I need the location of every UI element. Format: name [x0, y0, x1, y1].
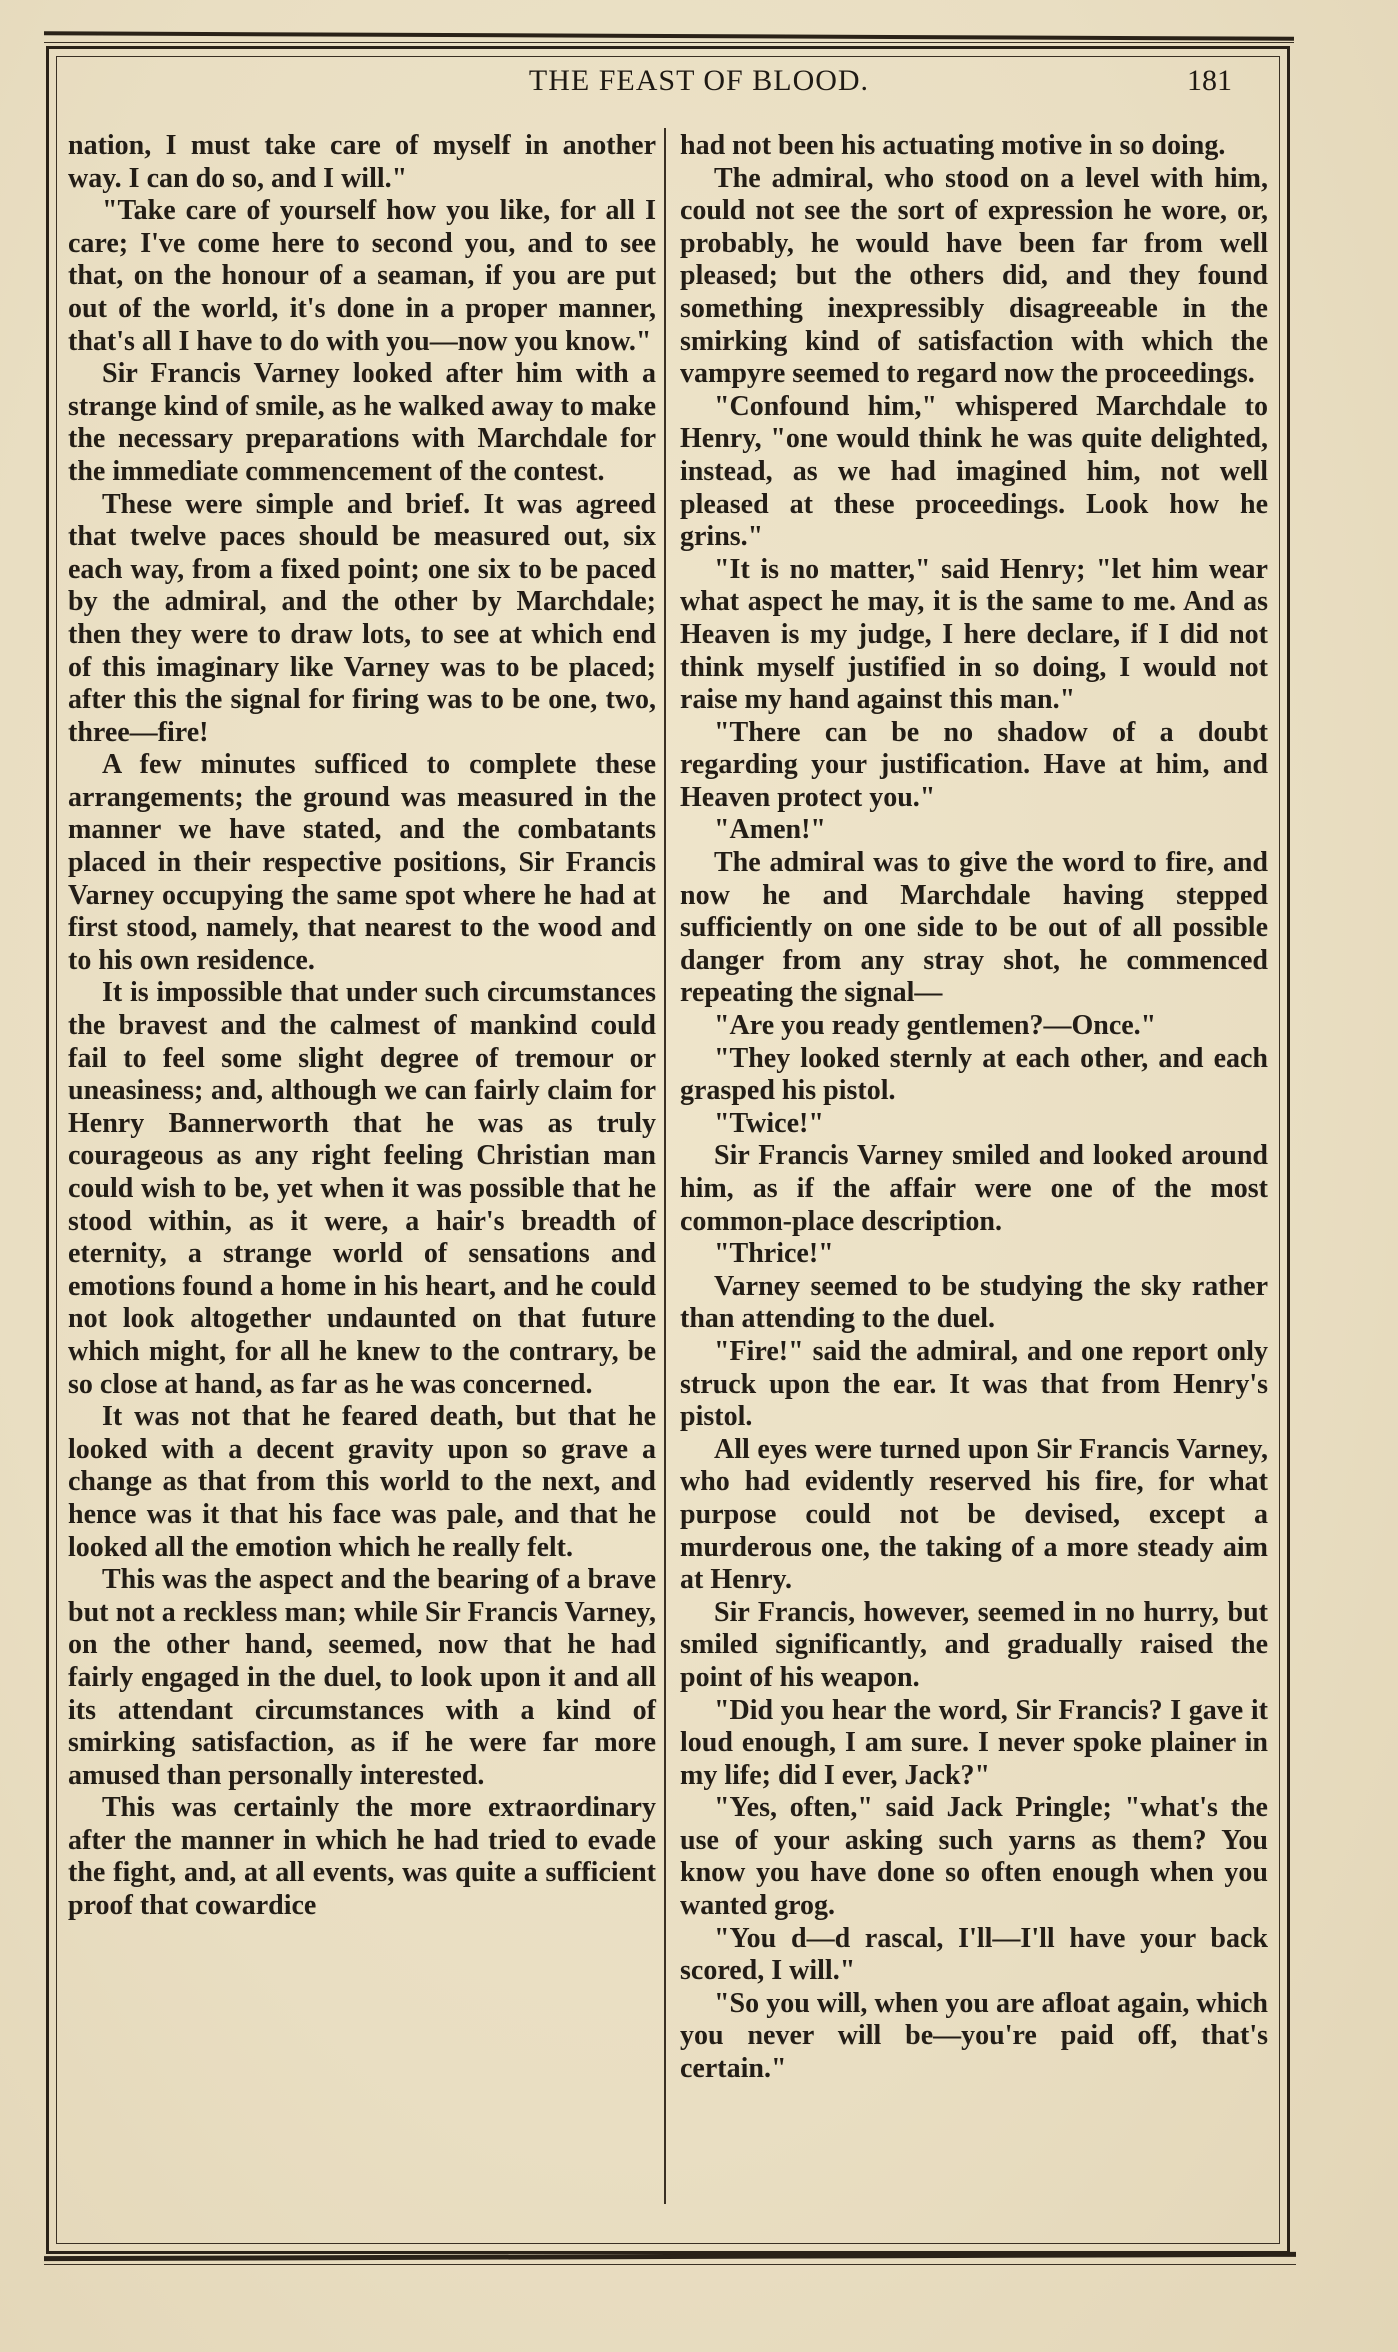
bottom-rule-thin	[44, 2264, 1296, 2265]
right-column	[680, 130, 1268, 2086]
paragraph: All eyes were turned upon Sir Francis Varney, who had evidently reserved his fire, for what purpose could not be devised, except a murderous one, the taking of a more steady aim at Henry.	[680, 1433, 1268, 1596]
paragraph: "Thrice!"	[714, 1238, 834, 1270]
paragraph: Varney seemed to be studying the sky rather than attending to the duel.	[680, 1270, 1268, 1335]
paragraph: "Confound him," whispered Marchdale to Henry, "one would think he was quite delighted, instead, as we had imagined him, not well pleased at these proceedings. Look how he grins."	[680, 390, 1268, 553]
paragraph: had not been his actuating motive in so doing.	[680, 130, 1226, 161]
paragraph: "Take care of yourself how you like, for all I care; I've come here to second you, and to see that, on the honour of a seaman, if you are put out of the world, it's done in a proper manner, that's all I have to do with you—now you know."	[68, 195, 656, 357]
paragraph: "Are you ready gentlemen?—Once."	[714, 1010, 1157, 1042]
paragraph: It was not that he feared death, but that he looked with a decent gravity upon so grave a change as that from this world to the next, and hence was it that his face was pale, and that he looked all the emotion which he really felt.	[68, 1401, 656, 1563]
paragraph: "Amen!"	[714, 814, 826, 846]
paragraph: "So you will, when you are afloat again, which you never will be—you're paid off, that's certain."	[680, 1987, 1268, 2085]
column-divider	[664, 128, 666, 2204]
left-column	[68, 130, 656, 1923]
paragraph: The admiral was to give the word to fire, and now he and Marchdale having stepped sufficiently on one side to be out of all possible danger from any stray shot, he commenced repeating the signal—	[680, 847, 1268, 1009]
paragraph: "Fire!" said the admiral, and one report only struck upon the ear. It was that from Henry's pistol.	[680, 1335, 1268, 1433]
paragraph: A few minutes sufficed to complete these arrangements; the ground was measured in the manner we have stated, and the combatants placed in their respective positions, Sir Francis Varney occupying the same spot where he had at first stood, namely, that nearest to the wood and to his own residence.	[68, 749, 656, 976]
running-header-title: THE FEAST OF BLOOD.	[528, 64, 870, 97]
paragraph: "You d—d rascal, I'll—I'll have your back scored, I will."	[680, 1922, 1268, 1987]
paragraph: "Did you hear the word, Sir Francis? I gave it loud enough, I am sure. I never spoke plainer in my life; did I ever, Jack?"	[680, 1694, 1268, 1791]
paragraph: "There can be no shadow of a doubt regarding your justification. Have at him, and Heaven protect you."	[680, 716, 1268, 813]
paragraph: "It is no matter," said Henry; "let him wear what aspect he may, it is the same to me. And as Heaven is my judge, I here declare, if I did not think myself justified in so doing, I would not raise my hand against this man."	[680, 553, 1268, 716]
paragraph: "Twice!"	[714, 1107, 824, 1139]
paragraph: These were simple and brief. It was agreed that twelve paces should be measured out, six each way, from a fixed point; one six to be paced by the admiral, and the other by Marchdale; then they were to draw lots, to see at which end of this imaginary like Varney was to be placed; after this the signal for firing was to be one, two, three—fire!	[68, 488, 656, 748]
paragraph: The admiral, who stood on a level with him, could not see the sort of expression he wore, or, probably, he would have been far from well pleased; but the others did, and they found something inexpressibly disagreeable in the smirking kind of satisfaction with which the vampyre seemed to regard now the proceedings.	[680, 162, 1268, 390]
paragraph: Sir Francis, however, seemed in no hurry, but smiled significantly, and gradually raised the point of his weapon.	[680, 1596, 1268, 1693]
paragraph: nation, I must take care of myself in another way. I can do so, and I will."	[68, 130, 656, 194]
paragraph: This was certainly the more extraordinary after the manner in which he had tried to evade the fight, and, at all events, was quite a sufficient proof that cowardice	[68, 1792, 656, 1922]
paragraph: Sir Francis Varney smiled and looked around him, as if the affair were one of the most common-place description.	[680, 1140, 1268, 1237]
paragraph: "Yes, often," said Jack Pringle; "what's the use of your asking such yarns as them? You know you have done so often enough when you wanted grog.	[680, 1792, 1268, 1922]
page-number: 181	[1187, 64, 1232, 97]
top-rule-thin	[44, 42, 1294, 43]
paragraph: This was the aspect and the bearing of a brave but not a reckless man; while Sir Francis Varney, on the other hand, seemed, now that he had fairly engaged in the duel, to look upon it and all its attendant circumstances with a kind of smirking satisfaction, as if he were far more amused than personally interested.	[68, 1564, 656, 1791]
paragraph: "They looked sternly at each other, and each grasped his pistol.	[680, 1042, 1268, 1107]
paragraph: Sir Francis Varney looked after him with a strange kind of smile, as he walked away to make the necessary preparations with Marchdale for the immediate commencement of the contest.	[68, 358, 657, 487]
paragraph: It is impossible that under such circumstances the bravest and the calmest of mankind could fail to feel some slight degree of tremour or uneasiness; and, although we can fairly claim for Henry Bannerworth that he was as truly courageous as any right feeling Christian man could wish to be, yet when it was possible that he stood within, as it were, a hair's breadth of eternity, a strange world of sensations and emotions found a home in his heart, and he could not look altogether undaunted on that future which might, for all he knew to the contrary, be so close at hand, as far as he was concerned.	[68, 977, 656, 1400]
